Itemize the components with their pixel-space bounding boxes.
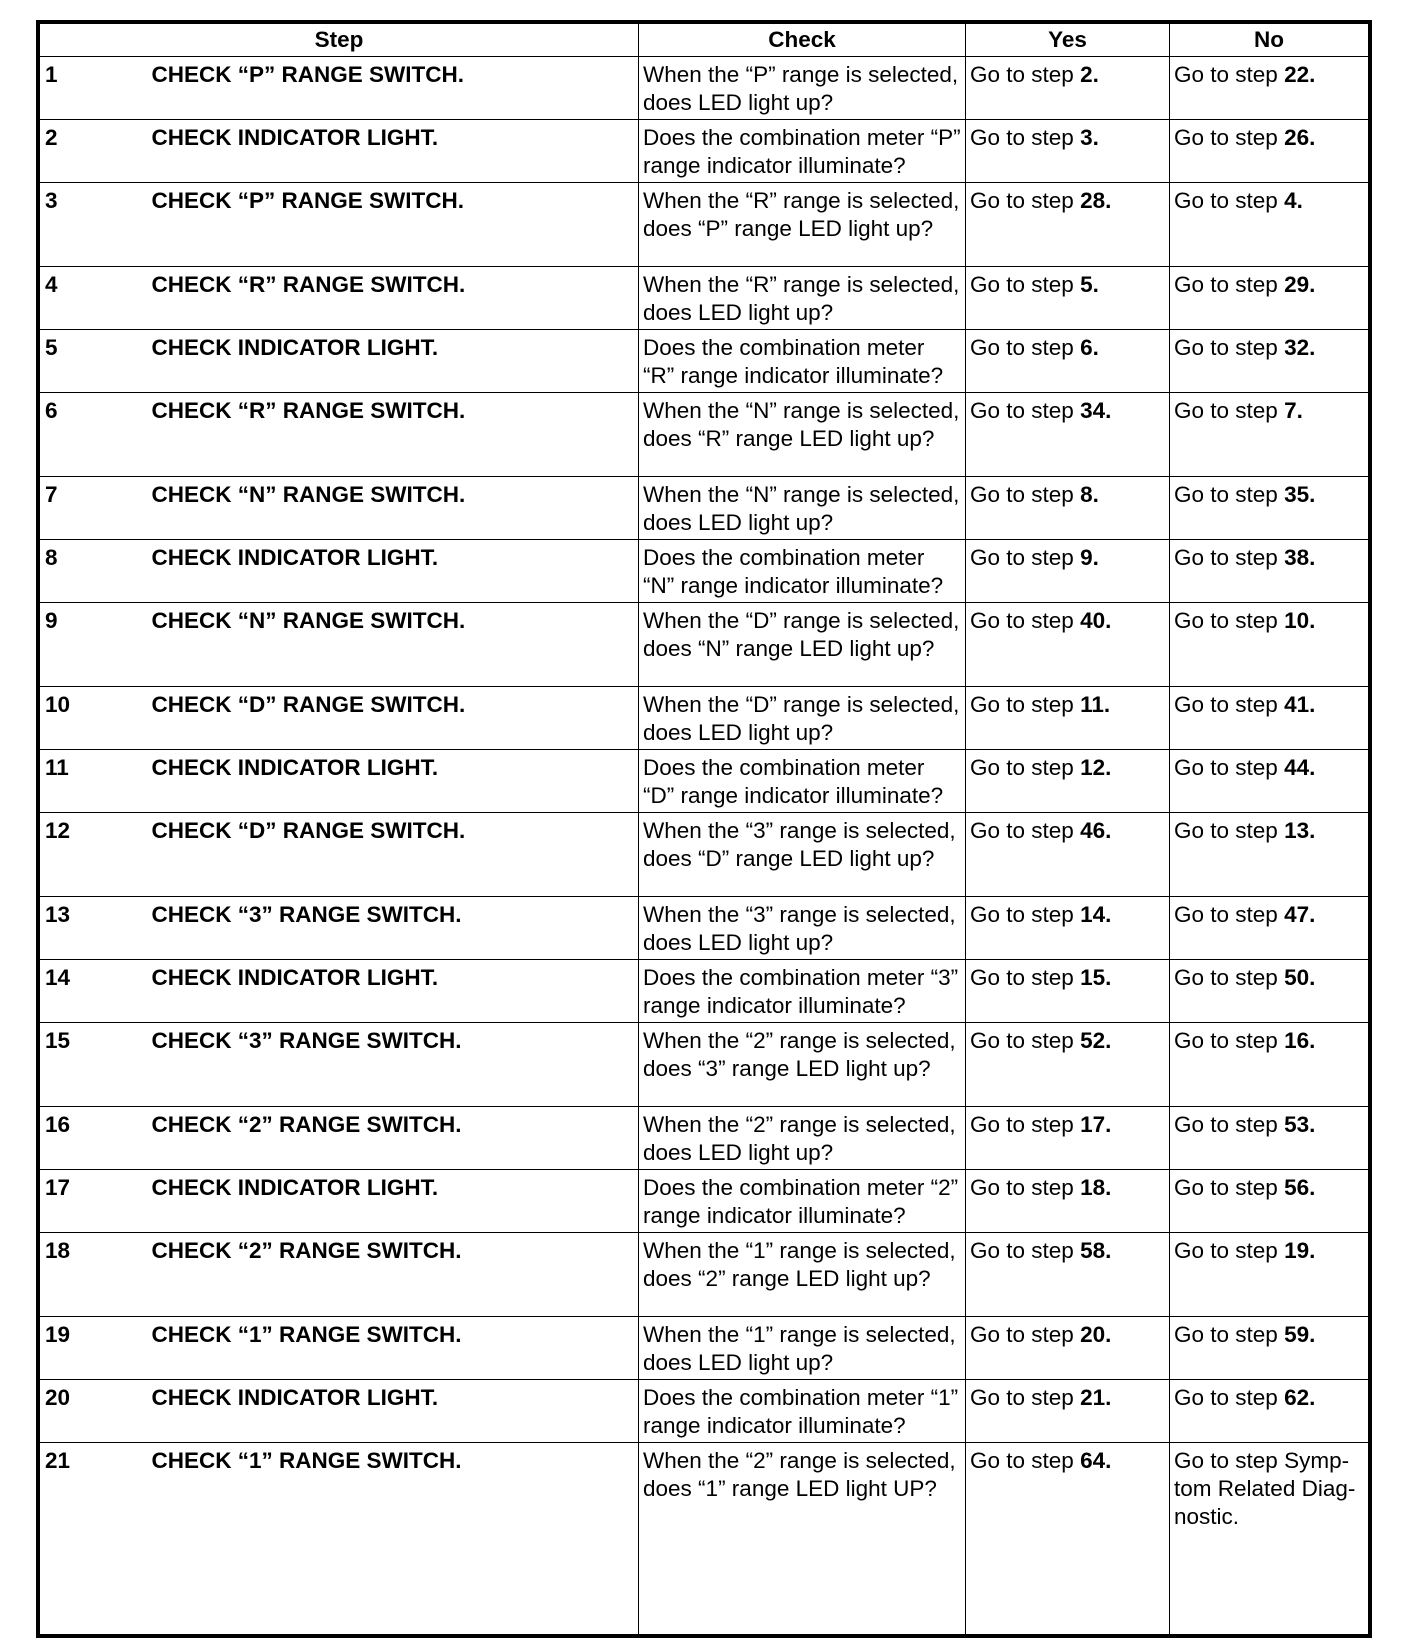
no-action-text: Go to step	[1174, 1322, 1285, 1347]
step-title: CHECK “1” RANGE SWITCH.	[149, 1317, 639, 1380]
no-target-step: 13.	[1284, 818, 1316, 843]
table-row	[40, 813, 1369, 897]
header-yes: Yes	[966, 24, 1170, 57]
yes-action-text: Go to step	[970, 188, 1081, 213]
no-target-step: 19.	[1284, 1238, 1316, 1263]
no-action	[1170, 1443, 1369, 1635]
table-row	[40, 330, 1369, 393]
yes-action	[966, 1107, 1170, 1170]
yes-target-step: 14.	[1080, 902, 1112, 927]
no-action-text: Go to step	[1174, 335, 1285, 360]
yes-action-text: Go to step	[970, 545, 1081, 570]
table-row	[40, 1317, 1369, 1380]
table-row	[40, 540, 1369, 603]
yes-target-step: 15.	[1080, 965, 1112, 990]
step-number: 12	[40, 813, 149, 897]
check-question: When the “1” range is selected, does “2” range LED light up?	[639, 1233, 966, 1317]
yes-action	[966, 477, 1170, 540]
yes-target-step: 18.	[1080, 1175, 1112, 1200]
no-action	[1170, 183, 1369, 267]
no-target-step: 7.	[1284, 398, 1303, 423]
table-row	[40, 57, 1369, 120]
no-action	[1170, 960, 1369, 1023]
step-number: 5	[40, 330, 149, 393]
check-question: When the “2” range is selected, does “3” range LED light up?	[639, 1023, 966, 1107]
no-action	[1170, 603, 1369, 687]
no-target-step: 16.	[1284, 1028, 1316, 1053]
check-question: Does the combination meter “N” range indicator illuminate?	[639, 540, 966, 603]
step-number: 2	[40, 120, 149, 183]
check-question: When the “R” range is selected, does LED light up?	[639, 267, 966, 330]
step-number: 20	[40, 1380, 149, 1443]
step-number: 11	[40, 750, 149, 813]
no-action-text: Go to step	[1174, 1238, 1285, 1263]
no-action-text: Go to step	[1174, 755, 1285, 780]
step-number: 13	[40, 897, 149, 960]
no-action-text: Go to step	[1174, 482, 1285, 507]
yes-target-step: 2.	[1080, 62, 1099, 87]
table-row	[40, 687, 1369, 750]
step-title: CHECK INDICATOR LIGHT.	[149, 960, 639, 1023]
yes-action	[966, 603, 1170, 687]
diagnostic-table	[39, 23, 1369, 1635]
yes-target-step: 9.	[1080, 545, 1099, 570]
table-row	[40, 1380, 1369, 1443]
table-row	[40, 1443, 1369, 1635]
yes-action	[966, 1380, 1170, 1443]
no-action	[1170, 813, 1369, 897]
check-question: When the “2” range is selected, does “1” range LED light UP?	[639, 1443, 966, 1635]
check-question: When the “D” range is selected, does “N” range LED light up?	[639, 603, 966, 687]
no-target-step: 38.	[1284, 545, 1316, 570]
yes-action	[966, 897, 1170, 960]
yes-action	[966, 57, 1170, 120]
no-action	[1170, 1317, 1369, 1380]
yes-action	[966, 1443, 1170, 1635]
step-number: 6	[40, 393, 149, 477]
yes-action	[966, 750, 1170, 813]
no-action-text: Go to step	[1174, 902, 1285, 927]
step-title: CHECK INDICATOR LIGHT.	[149, 120, 639, 183]
step-title: CHECK “1” RANGE SWITCH.	[149, 1443, 639, 1635]
step-title: CHECK “R” RANGE SWITCH.	[149, 267, 639, 330]
table-row	[40, 1170, 1369, 1233]
no-action	[1170, 1233, 1369, 1317]
yes-action-text: Go to step	[970, 1238, 1081, 1263]
table-row	[40, 960, 1369, 1023]
step-number: 1	[40, 57, 149, 120]
no-action-text: Go to step Symp-tom Related Diag-nostic.	[1174, 1448, 1356, 1529]
check-question: Does the combination meter “R” range indicator illuminate?	[639, 330, 966, 393]
table-row	[40, 1233, 1369, 1317]
no-action	[1170, 897, 1369, 960]
yes-action	[966, 330, 1170, 393]
yes-target-step: 5.	[1080, 272, 1099, 297]
no-target-step: 41.	[1284, 692, 1316, 717]
yes-target-step: 20.	[1080, 1322, 1112, 1347]
no-target-step: 22.	[1284, 62, 1316, 87]
yes-action	[966, 1170, 1170, 1233]
no-target-step: 53.	[1284, 1112, 1316, 1137]
check-question: Does the combination meter “1” range indicator illuminate?	[639, 1380, 966, 1443]
step-number: 3	[40, 183, 149, 267]
no-target-step: 50.	[1284, 965, 1316, 990]
yes-action-text: Go to step	[970, 398, 1081, 423]
step-title: CHECK “D” RANGE SWITCH.	[149, 813, 639, 897]
diagnostic-table-frame	[36, 20, 1372, 1638]
table-body	[40, 57, 1369, 1635]
yes-action-text: Go to step	[970, 1112, 1081, 1137]
step-title: CHECK INDICATOR LIGHT.	[149, 540, 639, 603]
yes-action-text: Go to step	[970, 125, 1081, 150]
header-no: No	[1170, 24, 1369, 57]
no-action-text: Go to step	[1174, 1028, 1285, 1053]
no-action-text: Go to step	[1174, 62, 1285, 87]
table-row	[40, 393, 1369, 477]
step-number: 17	[40, 1170, 149, 1233]
no-target-step: 62.	[1284, 1385, 1316, 1410]
table-row	[40, 897, 1369, 960]
yes-target-step: 17.	[1080, 1112, 1112, 1137]
no-target-step: 32.	[1284, 335, 1316, 360]
no-action-text: Go to step	[1174, 272, 1285, 297]
yes-target-step: 34.	[1080, 398, 1112, 423]
no-action-text: Go to step	[1174, 692, 1285, 717]
no-action	[1170, 1023, 1369, 1107]
yes-action	[966, 1233, 1170, 1317]
yes-target-step: 21.	[1080, 1385, 1112, 1410]
yes-target-step: 40.	[1080, 608, 1112, 633]
no-action-text: Go to step	[1174, 398, 1285, 423]
table-row	[40, 603, 1369, 687]
table-row	[40, 120, 1369, 183]
check-question: Does the combination meter “3” range indicator illuminate?	[639, 960, 966, 1023]
no-target-step: 44.	[1284, 755, 1316, 780]
step-number: 21	[40, 1443, 149, 1635]
yes-action-text: Go to step	[970, 272, 1081, 297]
step-title: CHECK INDICATOR LIGHT.	[149, 750, 639, 813]
step-title: CHECK “2” RANGE SWITCH.	[149, 1107, 639, 1170]
yes-action	[966, 183, 1170, 267]
no-action	[1170, 393, 1369, 477]
no-target-step: 4.	[1284, 188, 1303, 213]
no-action-text: Go to step	[1174, 545, 1285, 570]
table-row	[40, 267, 1369, 330]
yes-action-text: Go to step	[970, 608, 1081, 633]
step-title: CHECK INDICATOR LIGHT.	[149, 330, 639, 393]
yes-target-step: 52.	[1080, 1028, 1112, 1053]
check-question: When the “D” range is selected, does LED light up?	[639, 687, 966, 750]
no-target-step: 29.	[1284, 272, 1316, 297]
no-target-step: 26.	[1284, 125, 1316, 150]
yes-target-step: 6.	[1080, 335, 1099, 360]
yes-target-step: 64.	[1080, 1448, 1112, 1473]
yes-action	[966, 1023, 1170, 1107]
no-action	[1170, 1107, 1369, 1170]
yes-target-step: 3.	[1080, 125, 1099, 150]
yes-action	[966, 1317, 1170, 1380]
yes-action	[966, 813, 1170, 897]
step-title: CHECK “D” RANGE SWITCH.	[149, 687, 639, 750]
step-number: 9	[40, 603, 149, 687]
step-number: 10	[40, 687, 149, 750]
step-number: 15	[40, 1023, 149, 1107]
header-step: Step	[40, 24, 639, 57]
no-action-text: Go to step	[1174, 965, 1285, 990]
check-question: When the “R” range is selected, does “P” range LED light up?	[639, 183, 966, 267]
header-check: Check	[639, 24, 966, 57]
yes-action-text: Go to step	[970, 1322, 1081, 1347]
step-title: CHECK “2” RANGE SWITCH.	[149, 1233, 639, 1317]
yes-action	[966, 393, 1170, 477]
no-action	[1170, 267, 1369, 330]
yes-action-text: Go to step	[970, 1385, 1081, 1410]
step-title: CHECK “N” RANGE SWITCH.	[149, 603, 639, 687]
no-action-text: Go to step	[1174, 608, 1285, 633]
yes-action-text: Go to step	[970, 818, 1081, 843]
step-number: 18	[40, 1233, 149, 1317]
no-action	[1170, 1380, 1369, 1443]
no-action	[1170, 120, 1369, 183]
no-action	[1170, 330, 1369, 393]
yes-action-text: Go to step	[970, 62, 1081, 87]
no-action	[1170, 57, 1369, 120]
check-question: When the “3” range is selected, does LED light up?	[639, 897, 966, 960]
check-question: When the “2” range is selected, does LED light up?	[639, 1107, 966, 1170]
yes-target-step: 12.	[1080, 755, 1112, 780]
yes-action-text: Go to step	[970, 692, 1081, 717]
yes-action-text: Go to step	[970, 482, 1081, 507]
no-action	[1170, 477, 1369, 540]
step-title: CHECK “P” RANGE SWITCH.	[149, 183, 639, 267]
step-number: 16	[40, 1107, 149, 1170]
check-question: When the “N” range is selected, does “R” range LED light up?	[639, 393, 966, 477]
yes-action-text: Go to step	[970, 1448, 1081, 1473]
table-row	[40, 477, 1369, 540]
yes-action	[966, 540, 1170, 603]
step-title: CHECK “P” RANGE SWITCH.	[149, 57, 639, 120]
yes-target-step: 8.	[1080, 482, 1099, 507]
yes-action-text: Go to step	[970, 1175, 1081, 1200]
step-number: 19	[40, 1317, 149, 1380]
yes-action	[966, 267, 1170, 330]
no-action-text: Go to step	[1174, 1175, 1285, 1200]
step-number: 7	[40, 477, 149, 540]
yes-action	[966, 120, 1170, 183]
step-title: CHECK INDICATOR LIGHT.	[149, 1170, 639, 1233]
no-action	[1170, 750, 1369, 813]
no-action-text: Go to step	[1174, 1385, 1285, 1410]
check-question: Does the combination meter “D” range indicator illuminate?	[639, 750, 966, 813]
no-target-step: 10.	[1284, 608, 1316, 633]
yes-target-step: 46.	[1080, 818, 1112, 843]
check-question: When the “1” range is selected, does LED light up?	[639, 1317, 966, 1380]
no-action-text: Go to step	[1174, 1112, 1285, 1137]
table-row	[40, 1107, 1369, 1170]
check-question: When the “3” range is selected, does “D” range LED light up?	[639, 813, 966, 897]
table-row	[40, 750, 1369, 813]
no-target-step: 59.	[1284, 1322, 1316, 1347]
step-title: CHECK “R” RANGE SWITCH.	[149, 393, 639, 477]
step-title: CHECK INDICATOR LIGHT.	[149, 1380, 639, 1443]
yes-action-text: Go to step	[970, 755, 1081, 780]
check-question: Does the combination meter “P” range indicator illuminate?	[639, 120, 966, 183]
step-number: 8	[40, 540, 149, 603]
table-row	[40, 1023, 1369, 1107]
check-question: When the “N” range is selected, does LED light up?	[639, 477, 966, 540]
yes-action-text: Go to step	[970, 1028, 1081, 1053]
no-action-text: Go to step	[1174, 188, 1285, 213]
check-question: When the “P” range is selected, does LED light up?	[639, 57, 966, 120]
no-action	[1170, 1170, 1369, 1233]
step-title: CHECK “N” RANGE SWITCH.	[149, 477, 639, 540]
no-target-step: 47.	[1284, 902, 1316, 927]
table-row	[40, 183, 1369, 267]
yes-action	[966, 960, 1170, 1023]
no-target-step: 56.	[1284, 1175, 1316, 1200]
table-header-row	[40, 24, 1369, 57]
no-target-step: 35.	[1284, 482, 1316, 507]
step-title: CHECK “3” RANGE SWITCH.	[149, 897, 639, 960]
no-action-text: Go to step	[1174, 818, 1285, 843]
yes-action	[966, 687, 1170, 750]
yes-target-step: 58.	[1080, 1238, 1112, 1263]
yes-target-step: 28.	[1080, 188, 1112, 213]
yes-target-step: 11.	[1080, 692, 1111, 717]
check-question: Does the combination meter “2” range indicator illuminate?	[639, 1170, 966, 1233]
step-number: 14	[40, 960, 149, 1023]
yes-action-text: Go to step	[970, 902, 1081, 927]
no-action	[1170, 540, 1369, 603]
yes-action-text: Go to step	[970, 965, 1081, 990]
yes-action-text: Go to step	[970, 335, 1081, 360]
no-action-text: Go to step	[1174, 125, 1285, 150]
no-action	[1170, 687, 1369, 750]
step-number: 4	[40, 267, 149, 330]
step-title: CHECK “3” RANGE SWITCH.	[149, 1023, 639, 1107]
